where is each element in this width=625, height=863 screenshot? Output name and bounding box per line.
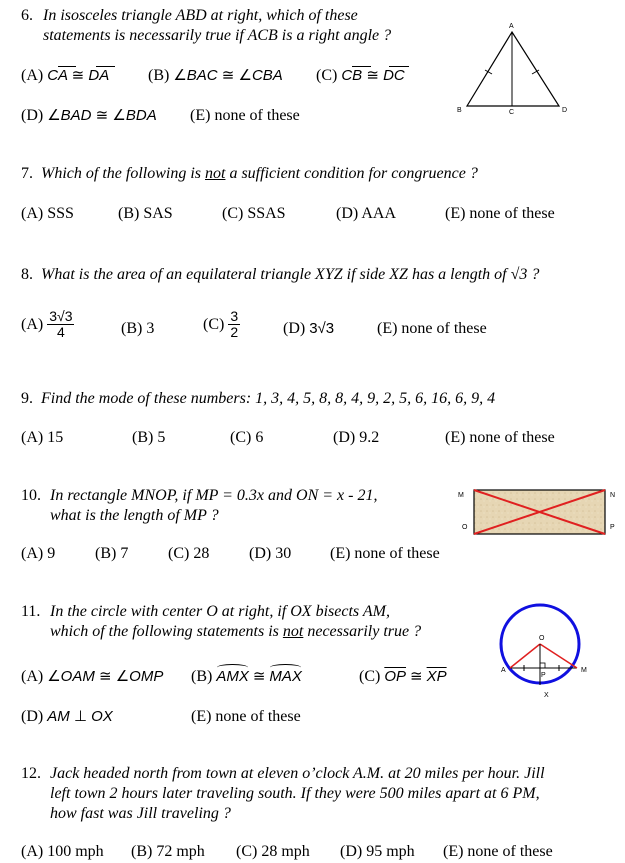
label-n: N [610, 492, 616, 499]
q6-c-overline-2 [389, 66, 409, 67]
q11-option-a[interactable]: (A) ∠OAM ≅ ∠OMP [21, 668, 164, 685]
label-a: A [501, 667, 506, 674]
q12-option-e[interactable]: (E) none of these [443, 843, 553, 860]
q6-option-a[interactable]: (A) CA ≅ DA [21, 67, 110, 84]
q12-text-line2: left town 2 hours later traveling south. If they were 500 miles apart at 6 PM, [50, 785, 540, 802]
q9-question: 9. Find the mode of these numbers: 1, 3, 4, 5, 8, 8, 4, 9, 2, 5, 6, 16, 6, 9, 4 [21, 390, 496, 407]
q6-option-d-text: ∠BAD ≅ ∠BDA [47, 107, 157, 124]
q6-option-a-text: CA ≅ DA [47, 67, 110, 84]
q6-number: 6. [21, 7, 33, 24]
q12-number: 12. [21, 765, 41, 782]
radius-oa [510, 644, 540, 668]
q6-triangle-figure [455, 18, 570, 118]
q8-c-fraction: $\frac{3}{2}$ [230, 308, 239, 340]
q6-option-c-text: CB ≅ DC [341, 67, 405, 84]
q7-option-c[interactable]: (C) SSAS [222, 205, 286, 222]
q11-text-line1: In the circle with center O at right, if OX bisects AM, [50, 603, 390, 620]
q10-text-line1: In rectangle MNOP, if MP = 0.3x and ON = x - 21, [50, 487, 378, 504]
q12-option-d[interactable]: (D) 95 mph [340, 843, 415, 860]
q7-option-b[interactable]: (B) SAS [118, 205, 173, 222]
label-x: X [544, 692, 549, 699]
q9-option-b[interactable]: (B) 5 [132, 429, 166, 446]
q11-segment-xp: $\overline{XP}$ [426, 668, 447, 685]
q10-rectangle-figure [455, 485, 625, 541]
q12-option-c[interactable]: (C) 28 mph [236, 843, 310, 860]
q9-option-c[interactable]: (C) 6 [230, 429, 264, 446]
q8-option-c[interactable]: (C) $\frac{3}{2}$ [203, 308, 239, 340]
label-p: P [541, 672, 546, 679]
q10-option-c[interactable]: (C) 28 [168, 545, 210, 562]
q6-option-b[interactable]: (B) ∠BAC ≅ ∠CBA [148, 67, 283, 84]
q12-text-line1: Jack headed north from town at eleven o’clock A.M. at 20 miles per hour. Jill [50, 765, 545, 782]
q6-text-line1: In isosceles triangle ABD at right, which of these [43, 7, 358, 24]
q11-arc-amx: AMX [216, 668, 249, 685]
q11-option-d-text: AM ⊥ OX [47, 708, 113, 725]
q6-option-c[interactable]: (C) CB ≅ DC [316, 67, 405, 84]
radius-om [540, 644, 577, 668]
q11-circle-figure [497, 600, 607, 710]
q10-option-d[interactable]: (D) 30 [249, 545, 292, 562]
label-d: D [562, 107, 568, 114]
q7-option-a[interactable]: (A) SSS [21, 205, 74, 222]
label-m: M [581, 667, 587, 674]
q6-a-overline-2 [96, 66, 115, 67]
q11-option-e[interactable]: (E) none of these [191, 708, 301, 725]
q8-question: 8. What is the area of an equilateral triangle XYZ if side XZ has a length of √3 ? [21, 266, 540, 283]
q8-option-e[interactable]: (E) none of these [377, 320, 487, 337]
right-angle-mark [540, 663, 545, 668]
q10-text-line2: what is the length of MP ? [50, 507, 219, 524]
q10-option-e[interactable]: (E) none of these [330, 545, 440, 562]
q11-option-b[interactable]: (B) AMX ≅ MAX [191, 668, 302, 685]
q10-option-a[interactable]: (A) 9 [21, 545, 56, 562]
q10-option-b[interactable]: (B) 7 [95, 545, 129, 562]
label-c: C [509, 109, 515, 116]
q10-number: 10. [21, 487, 41, 504]
q6-option-b-text: ∠BAC ≅ ∠CBA [173, 67, 283, 84]
q11-number: 11. [21, 603, 41, 620]
q12-option-a[interactable]: (A) 100 mph [21, 843, 104, 860]
q9-option-e[interactable]: (E) none of these [445, 429, 555, 446]
label-a: A [509, 23, 514, 30]
q7-option-e[interactable]: (E) none of these [445, 205, 555, 222]
label-b: B [457, 107, 462, 114]
q6-option-e[interactable]: (E) none of these [190, 107, 300, 124]
q8-option-a[interactable]: (A) $\frac{3√3}{4}$ [21, 308, 73, 340]
q6-text-line2: statements is necessarily true if ACB is a right angle ? [43, 27, 392, 44]
q7-question: 7. Which of the following is not a sufficient condition for congruence ? [21, 165, 478, 182]
q6-a-overline-1 [58, 66, 76, 67]
q8-option-d[interactable]: (D) 3√3 [283, 320, 335, 337]
label-m: M [458, 492, 464, 499]
q8-option-b[interactable]: (B) 3 [121, 320, 155, 337]
label-p: P [610, 524, 615, 531]
q11-option-d[interactable]: (D) AM ⊥ OX [21, 708, 113, 725]
q6-c-overline-1 [352, 66, 371, 67]
q12-option-b[interactable]: (B) 72 mph [131, 843, 205, 860]
q6-option-d[interactable]: (D) ∠BAD ≅ ∠BDA [21, 107, 157, 124]
q8-a-fraction: $\frac{3√3}{4}$ [49, 308, 73, 340]
q11-text-line2: which of the following statements is not necessarily true ? [50, 623, 422, 640]
q9-option-a[interactable]: (A) 15 [21, 429, 64, 446]
label-o: O [539, 635, 545, 642]
q11-arc-max: MAX [269, 668, 302, 685]
q11-option-a-text: ∠OAM ≅ ∠OMP [47, 668, 164, 685]
triangle-abd [467, 32, 559, 106]
q11-option-c[interactable]: (C) $\overline{OP}$ ≅ $\overline{XP}$ [359, 668, 447, 685]
q11-segment-op: $\overline{OP}$ [384, 668, 407, 685]
q9-option-d[interactable]: (D) 9.2 [333, 429, 380, 446]
q7-option-d[interactable]: (D) AAA [336, 205, 396, 222]
q12-text-line3: how fast was Jill traveling ? [50, 805, 231, 822]
label-o: O [462, 524, 468, 531]
